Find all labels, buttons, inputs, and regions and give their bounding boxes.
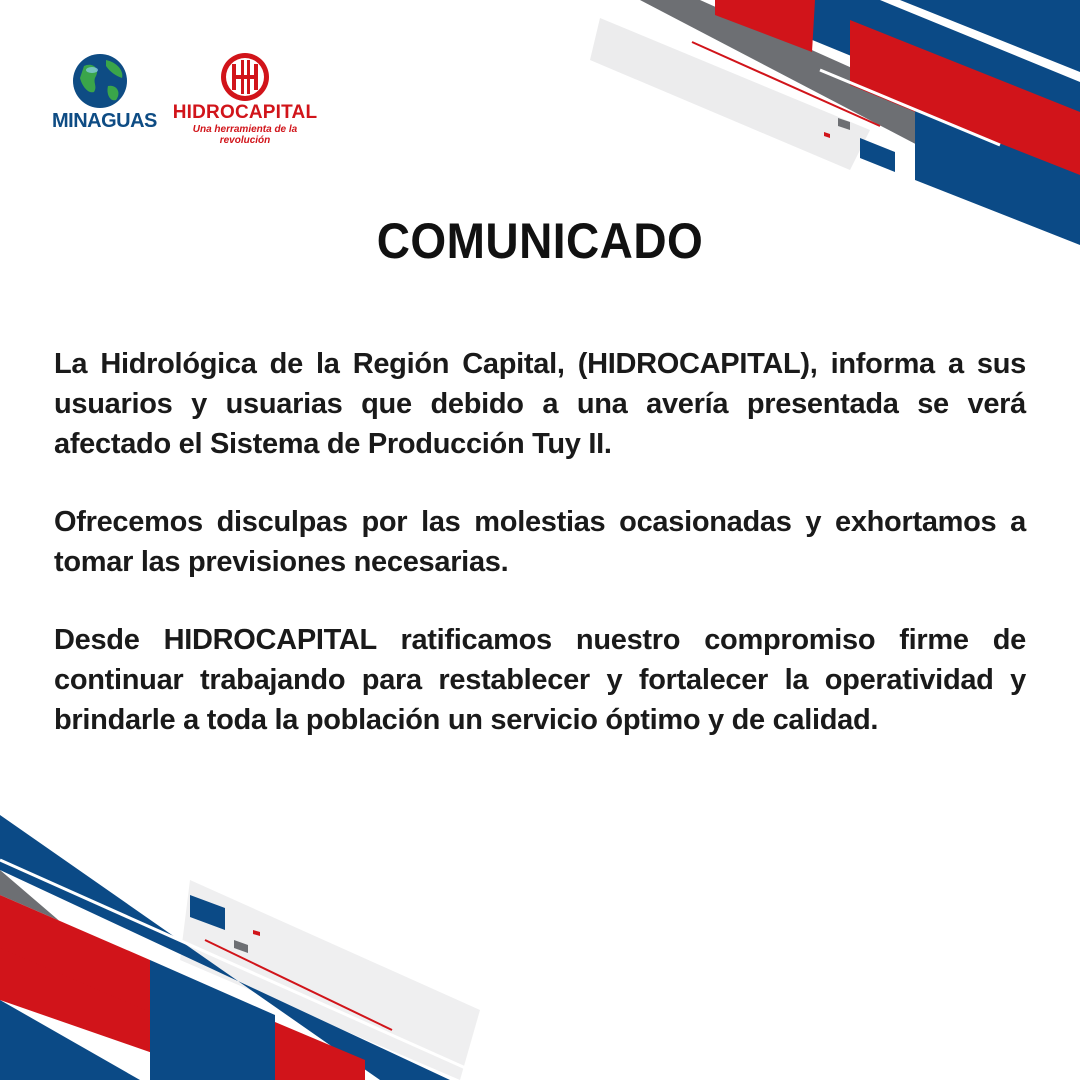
- paragraph-1: La Hidrológica de la Región Capital, (HIDROCAPITAL), informa a sus usuarios y usuarias que debido a una avería presentada se verá afectado el Sistema de Producción Tuy II.: [54, 348, 1026, 460]
- paragraph-2: Ofrecemos disculpas por las molestias ocasionadas y exhortamos a tomar las previsiones necesarias.: [54, 506, 1026, 578]
- hidrocapital-logo: [170, 52, 320, 146]
- hidrocapital-emblem-icon: [170, 52, 320, 102]
- minaguas-logo: [50, 52, 157, 136]
- minaguas-name: MINAGUAS: [52, 110, 157, 132]
- paragraph-3: Desde HIDROCAPITAL ratificamos nuestro compromiso firme de continuar trabajando para restablecer y fortalecer la operatividad y brindarle a toda la población un servicio óptimo y de calidad.: [54, 624, 1026, 736]
- hidrocapital-slogan: Una herramienta de la revolución: [192, 124, 298, 146]
- communique-body: [54, 344, 1026, 778]
- page-title: COMUNICADO: [376, 213, 704, 269]
- hidrocapital-name: HIDROCAPITAL: [172, 102, 318, 123]
- top-right-stripes: [560, 0, 1080, 245]
- bottom-left-stripes: [0, 815, 480, 1080]
- globe-icon: [50, 52, 150, 112]
